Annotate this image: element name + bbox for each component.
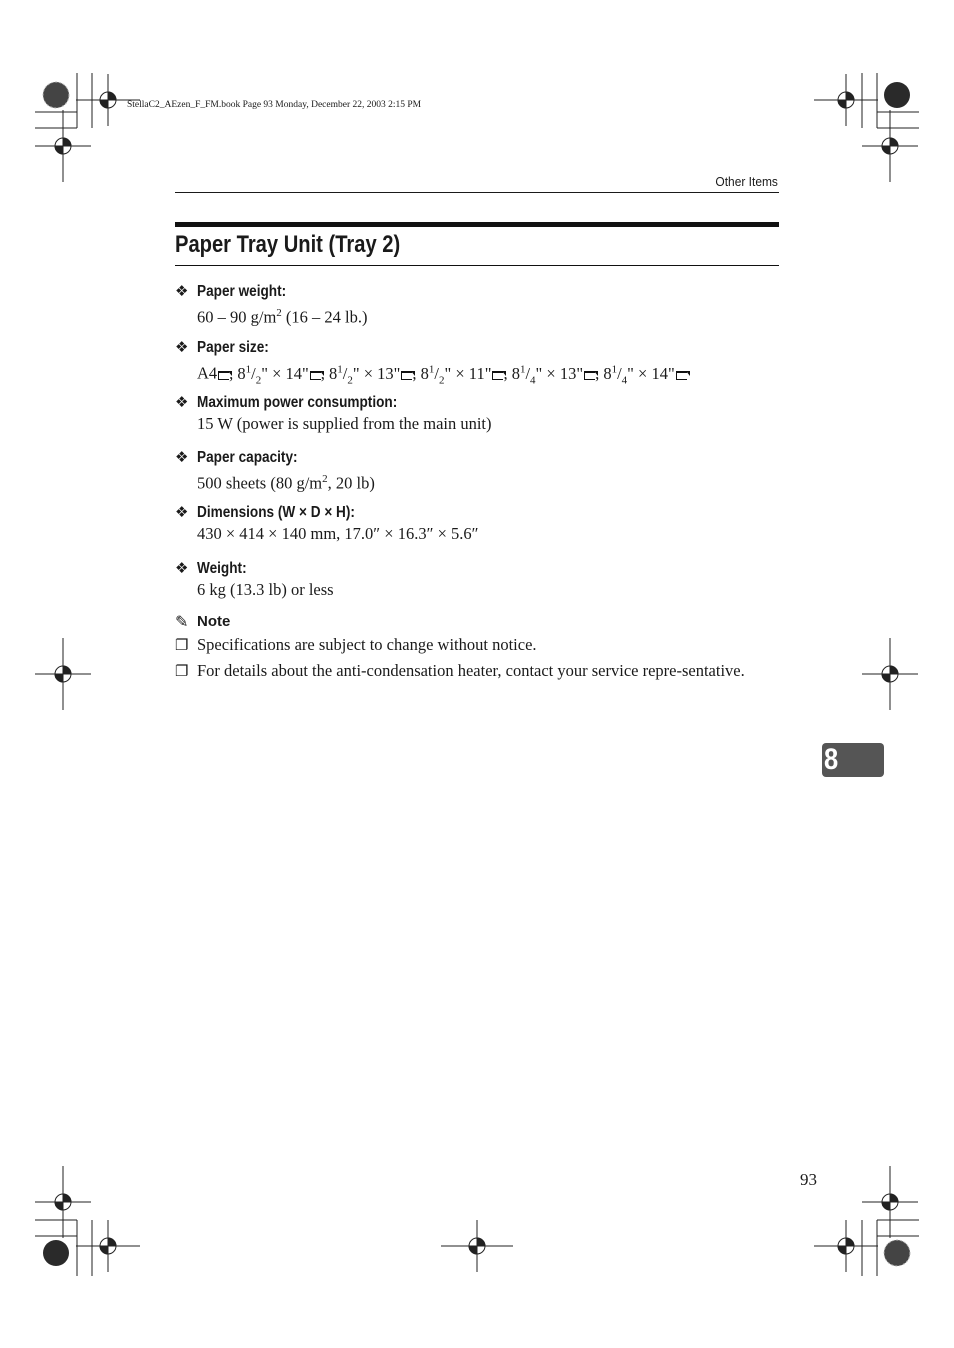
- diamond-bullet-icon: ❖: [175, 283, 189, 300]
- checkbox-bullet-icon: ❐: [175, 638, 189, 654]
- note-item: [175, 635, 779, 655]
- spec-value: 430 × 414 × 140 mm, 17.0″ × 16.3″ × 5.6″: [197, 524, 479, 543]
- spec-label: Paper size:: [197, 339, 269, 356]
- print-info-line: StellaC2_AEzen_F_FM.book Page 93 Monday, December 22, 2003 2:15 PM: [127, 100, 422, 110]
- note-label: Note: [197, 613, 231, 630]
- chapter-number: 8: [824, 743, 839, 776]
- pencil-note-icon: ✎: [175, 614, 189, 631]
- landscape-orientation-icon: [676, 371, 687, 380]
- landscape-orientation-icon: [492, 371, 503, 380]
- spec-max-power: [175, 393, 779, 435]
- note-text: For details about the anti-condensation heater, contact your service repre-sentative.: [197, 661, 745, 680]
- diamond-bullet-icon: ❖: [175, 560, 189, 577]
- landscape-orientation-icon: [218, 371, 229, 380]
- diamond-bullet-icon: ❖: [175, 449, 189, 466]
- spec-dimensions: [175, 503, 779, 545]
- title-bar-rule: [175, 222, 779, 227]
- diamond-bullet-icon: ❖: [175, 339, 189, 356]
- landscape-orientation-icon: [401, 371, 412, 380]
- header-rule: [175, 192, 779, 193]
- spec-paper-capacity: [175, 448, 779, 495]
- page-title: Paper Tray Unit (Tray 2): [175, 231, 401, 258]
- spec-value: 15 W (power is supplied from the main unit): [197, 414, 492, 433]
- spec-label: Weight:: [197, 560, 247, 577]
- paper-size-item: , $8^1/_4$" × 13": [503, 364, 595, 383]
- paper-size-item: , $8^1/_4$" × 14": [595, 364, 687, 383]
- page-number: 93: [800, 1170, 817, 1189]
- spec-value: 60 – 90 $g/m^2$ (16 – 24 lb.): [197, 307, 368, 327]
- diamond-bullet-icon: ❖: [175, 504, 189, 521]
- landscape-orientation-icon: [310, 371, 321, 380]
- paper-size-item: , $8^1/_2$" × 11": [412, 364, 503, 383]
- title-underline: [175, 265, 779, 266]
- spec-weight: [175, 559, 779, 601]
- spec-value: 6 kg (13.3 lb) or less: [197, 580, 334, 599]
- spec-paper-size: [175, 338, 779, 391]
- diamond-bullet-icon: ❖: [175, 394, 189, 411]
- spec-label: Paper weight:: [197, 283, 287, 300]
- chapter-tab: [822, 743, 884, 777]
- note-item: [175, 661, 779, 681]
- paper-size-item: , $8^1/_2$" × 13": [321, 364, 413, 383]
- spec-value: A4 , $8^1/_2$" × 14" , $8^1/_2$" × 13" , $8^1/_2$" × 11" , $8^1/_4$" × 13" , $8^1/_4$" × 14": [197, 358, 779, 391]
- spec-value: 500 sheets (80 $g/m^2$, 20 lb): [197, 473, 375, 493]
- spec-paper-weight: [175, 282, 779, 329]
- spec-label: Dimensions (W × D × H):: [197, 504, 355, 521]
- running-header: Other Items: [715, 174, 778, 189]
- note-text: Specifications are subject to change without notice.: [197, 635, 537, 654]
- spec-label: Paper capacity:: [197, 449, 298, 466]
- spec-label: Maximum power consumption:: [197, 394, 398, 411]
- checkbox-bullet-icon: ❐: [175, 664, 189, 680]
- landscape-orientation-icon: [584, 371, 595, 380]
- paper-size-item: , $8^1/_2$" × 14": [229, 364, 321, 383]
